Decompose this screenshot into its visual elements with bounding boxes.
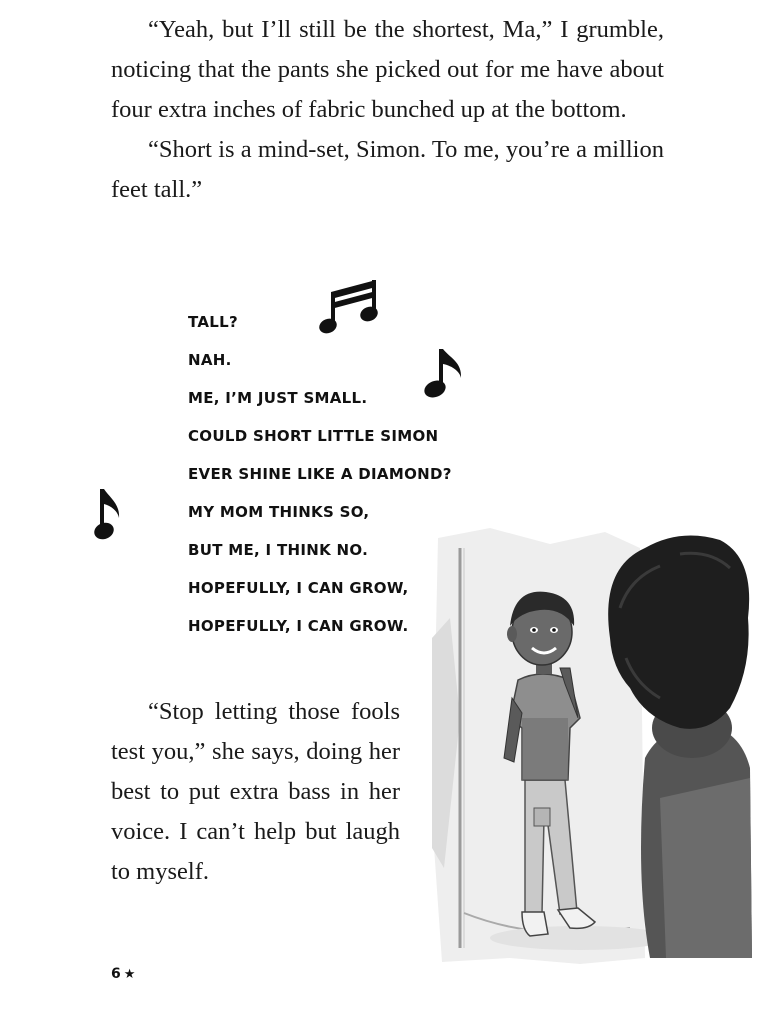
paragraph: “Stop letting those fools test you,” she says, doing her best to put extra bass in her voice. I can’t help but laugh to myself. — [111, 698, 400, 885]
lyric-line: ME, I’M JUST SMALL. — [188, 389, 368, 407]
lyric-line: HOPEFULLY, I CAN GROW. — [188, 617, 409, 635]
mirror-illustration — [430, 518, 760, 968]
paragraph: “Yeah, but I’ll still be the shortest, Ma,” I grumble, noticing that the pants she picked out for me have about four extra inches of fabric bunched up at the bottom. — [111, 16, 664, 123]
song-lyrics — [188, 303, 452, 645]
paragraph: “Short is a mind-set, Simon. To me, you’re a million feet tall.” — [111, 136, 664, 203]
lyric-line: BUT ME, I THINK NO. — [188, 541, 369, 559]
star-icon: ★ — [123, 967, 136, 982]
lyric-line: COULD SHORT LITTLE SIMON — [188, 427, 439, 445]
lyric-line: TALL? — [188, 313, 238, 331]
lyric-line: EVER SHINE LIKE A DIAMOND? — [188, 465, 452, 483]
page-number: 6 — [111, 966, 121, 982]
lyric-line: NAH. — [188, 351, 232, 369]
body-text-bottom — [111, 692, 400, 892]
body-text-top — [111, 10, 664, 210]
page-footer — [111, 966, 135, 982]
lyric-line: MY MOM THINKS SO, — [188, 503, 370, 521]
lyric-line: HOPEFULLY, I CAN GROW, — [188, 579, 409, 597]
eighth-note-icon — [92, 486, 126, 544]
